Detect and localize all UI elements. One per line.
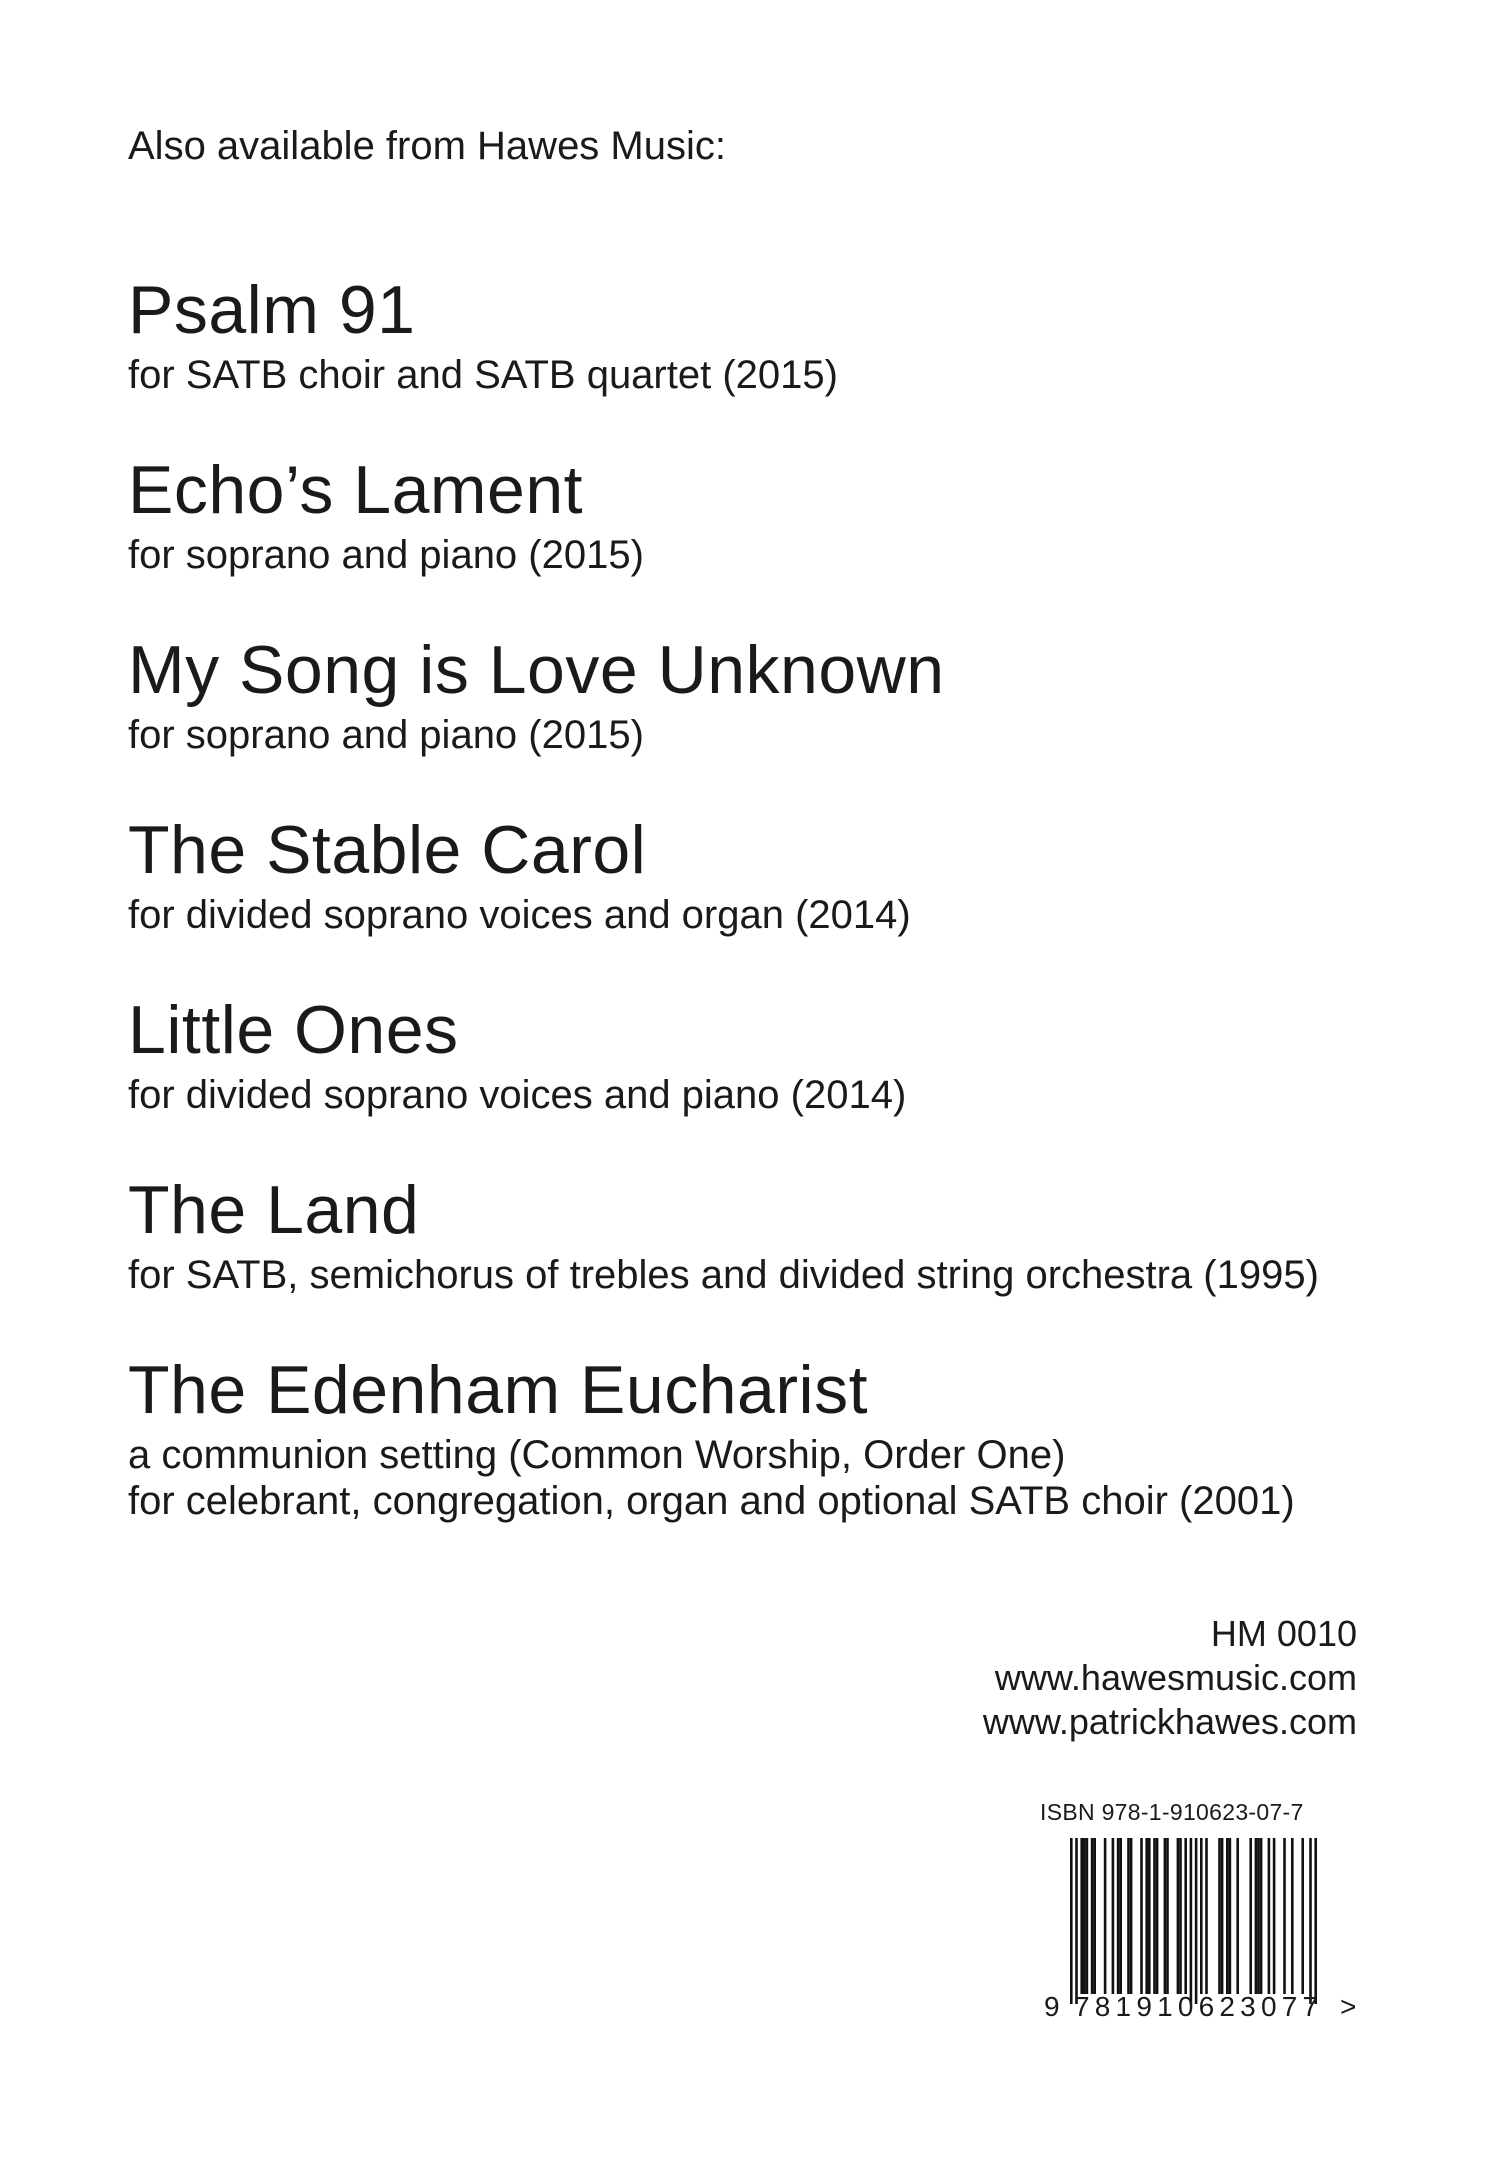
barcode-bar (1301, 1838, 1304, 1994)
barcode-bar (1221, 1838, 1224, 1994)
barcode-bar (1153, 1838, 1156, 1994)
barcode-bar (1190, 1838, 1193, 2004)
barcode-bar (1205, 1838, 1208, 1994)
barcode-bar (1083, 1838, 1086, 1994)
catalogue-number: HM 0010 (1210, 1613, 1357, 1654)
barcode-bar (1257, 1838, 1260, 1994)
work-title: The Stable Carol (128, 812, 647, 888)
work-description: for celebrant, congregation, organ and optional SATB choir (2001) (128, 1479, 1295, 1523)
work-title: My Song is Love Unknown (128, 632, 945, 708)
work-title: Echo’s Lament (128, 452, 584, 528)
intro-text: Also available from Hawes Music: (128, 124, 726, 168)
publisher-info (983, 1612, 1357, 1744)
barcode-bar (1093, 1838, 1096, 1994)
work-description: for divided soprano voices and piano (2014) (128, 1073, 907, 1117)
work-item (128, 268, 1428, 448)
barcode-bar (1140, 1838, 1143, 1994)
barcode-bar (1200, 1838, 1203, 1994)
work-title: The Land (128, 1172, 420, 1248)
barcode-first-digit: 9 (1044, 1991, 1060, 2022)
work-description: for divided soprano voices and organ (2014) (128, 893, 911, 937)
work-description: a communion setting (Common Worship, Order One) (128, 1433, 1066, 1477)
barcode-bar (1166, 1838, 1169, 1994)
barcode-bar (1070, 1838, 1073, 2004)
barcode-bar (1309, 1838, 1312, 2004)
barcode-bar (1177, 1838, 1180, 1994)
barcode-bar (1291, 1838, 1294, 1994)
barcode-bar (1117, 1838, 1120, 1994)
barcode-bar (1249, 1838, 1252, 1994)
website-link[interactable]: www.patrickhawes.com (982, 1701, 1357, 1742)
work-item (128, 808, 1428, 988)
barcode-bar (1127, 1838, 1130, 1994)
work-title: Psalm 91 (128, 272, 416, 348)
work-item (128, 1348, 1428, 1528)
barcode-bar (1112, 1838, 1115, 1994)
barcode-digits (1040, 1990, 1360, 2030)
isbn-label: ISBN 978-1-910623-07-7 (1040, 1799, 1304, 1825)
barcode-bar (1229, 1838, 1232, 1994)
barcode-bar (1075, 1838, 1078, 2004)
barcode-bar (1218, 1838, 1221, 1994)
barcode-arrow: > (1340, 1991, 1357, 2022)
barcode-bar (1130, 1838, 1133, 1994)
barcode-bar (1226, 1838, 1229, 1994)
barcode-bar (1156, 1838, 1159, 1994)
barcode-bar (1184, 1838, 1187, 1994)
work-title: Little Ones (128, 992, 459, 1068)
work-description: for soprano and piano (2015) (128, 713, 644, 757)
barcode-bar (1145, 1838, 1148, 1994)
barcode-digit-groups: 781910623077 (1074, 1991, 1324, 2022)
barcode-bar (1314, 1838, 1317, 2004)
barcode-bar (1195, 1838, 1198, 2004)
work-description: for SATB, semichorus of trebles and divided string orchestra (1995) (128, 1253, 1319, 1297)
barcode-bar (1091, 1838, 1094, 1994)
website-link[interactable]: www.hawesmusic.com (994, 1657, 1357, 1698)
barcode-bar (1119, 1838, 1122, 1994)
barcode-bar (1179, 1838, 1182, 1994)
barcode-bar (1086, 1838, 1089, 1994)
barcode-bar (1104, 1838, 1107, 1994)
barcode-bar (1268, 1838, 1271, 1994)
work-description: for SATB choir and SATB quartet (2015) (128, 353, 838, 397)
isbn-barcode (1040, 1798, 1360, 2032)
barcode-bar (1080, 1838, 1083, 1994)
work-item (128, 1168, 1428, 1348)
barcode-bar (1255, 1838, 1258, 1994)
barcode-bar (1273, 1838, 1276, 1994)
barcode-bar (1236, 1838, 1239, 1994)
work-item (128, 988, 1428, 1168)
barcode-bar (1148, 1838, 1151, 1994)
barcode-bar (1260, 1838, 1263, 1994)
work-item (128, 628, 1428, 808)
work-description: for soprano and piano (2015) (128, 533, 644, 577)
work-title: The Edenham Eucharist (128, 1352, 869, 1428)
barcode-bars (1040, 1832, 1360, 2004)
barcode-bar (1283, 1838, 1286, 1994)
works-list (128, 268, 1428, 1528)
work-item (128, 448, 1428, 628)
barcode-bar (1164, 1838, 1167, 1994)
